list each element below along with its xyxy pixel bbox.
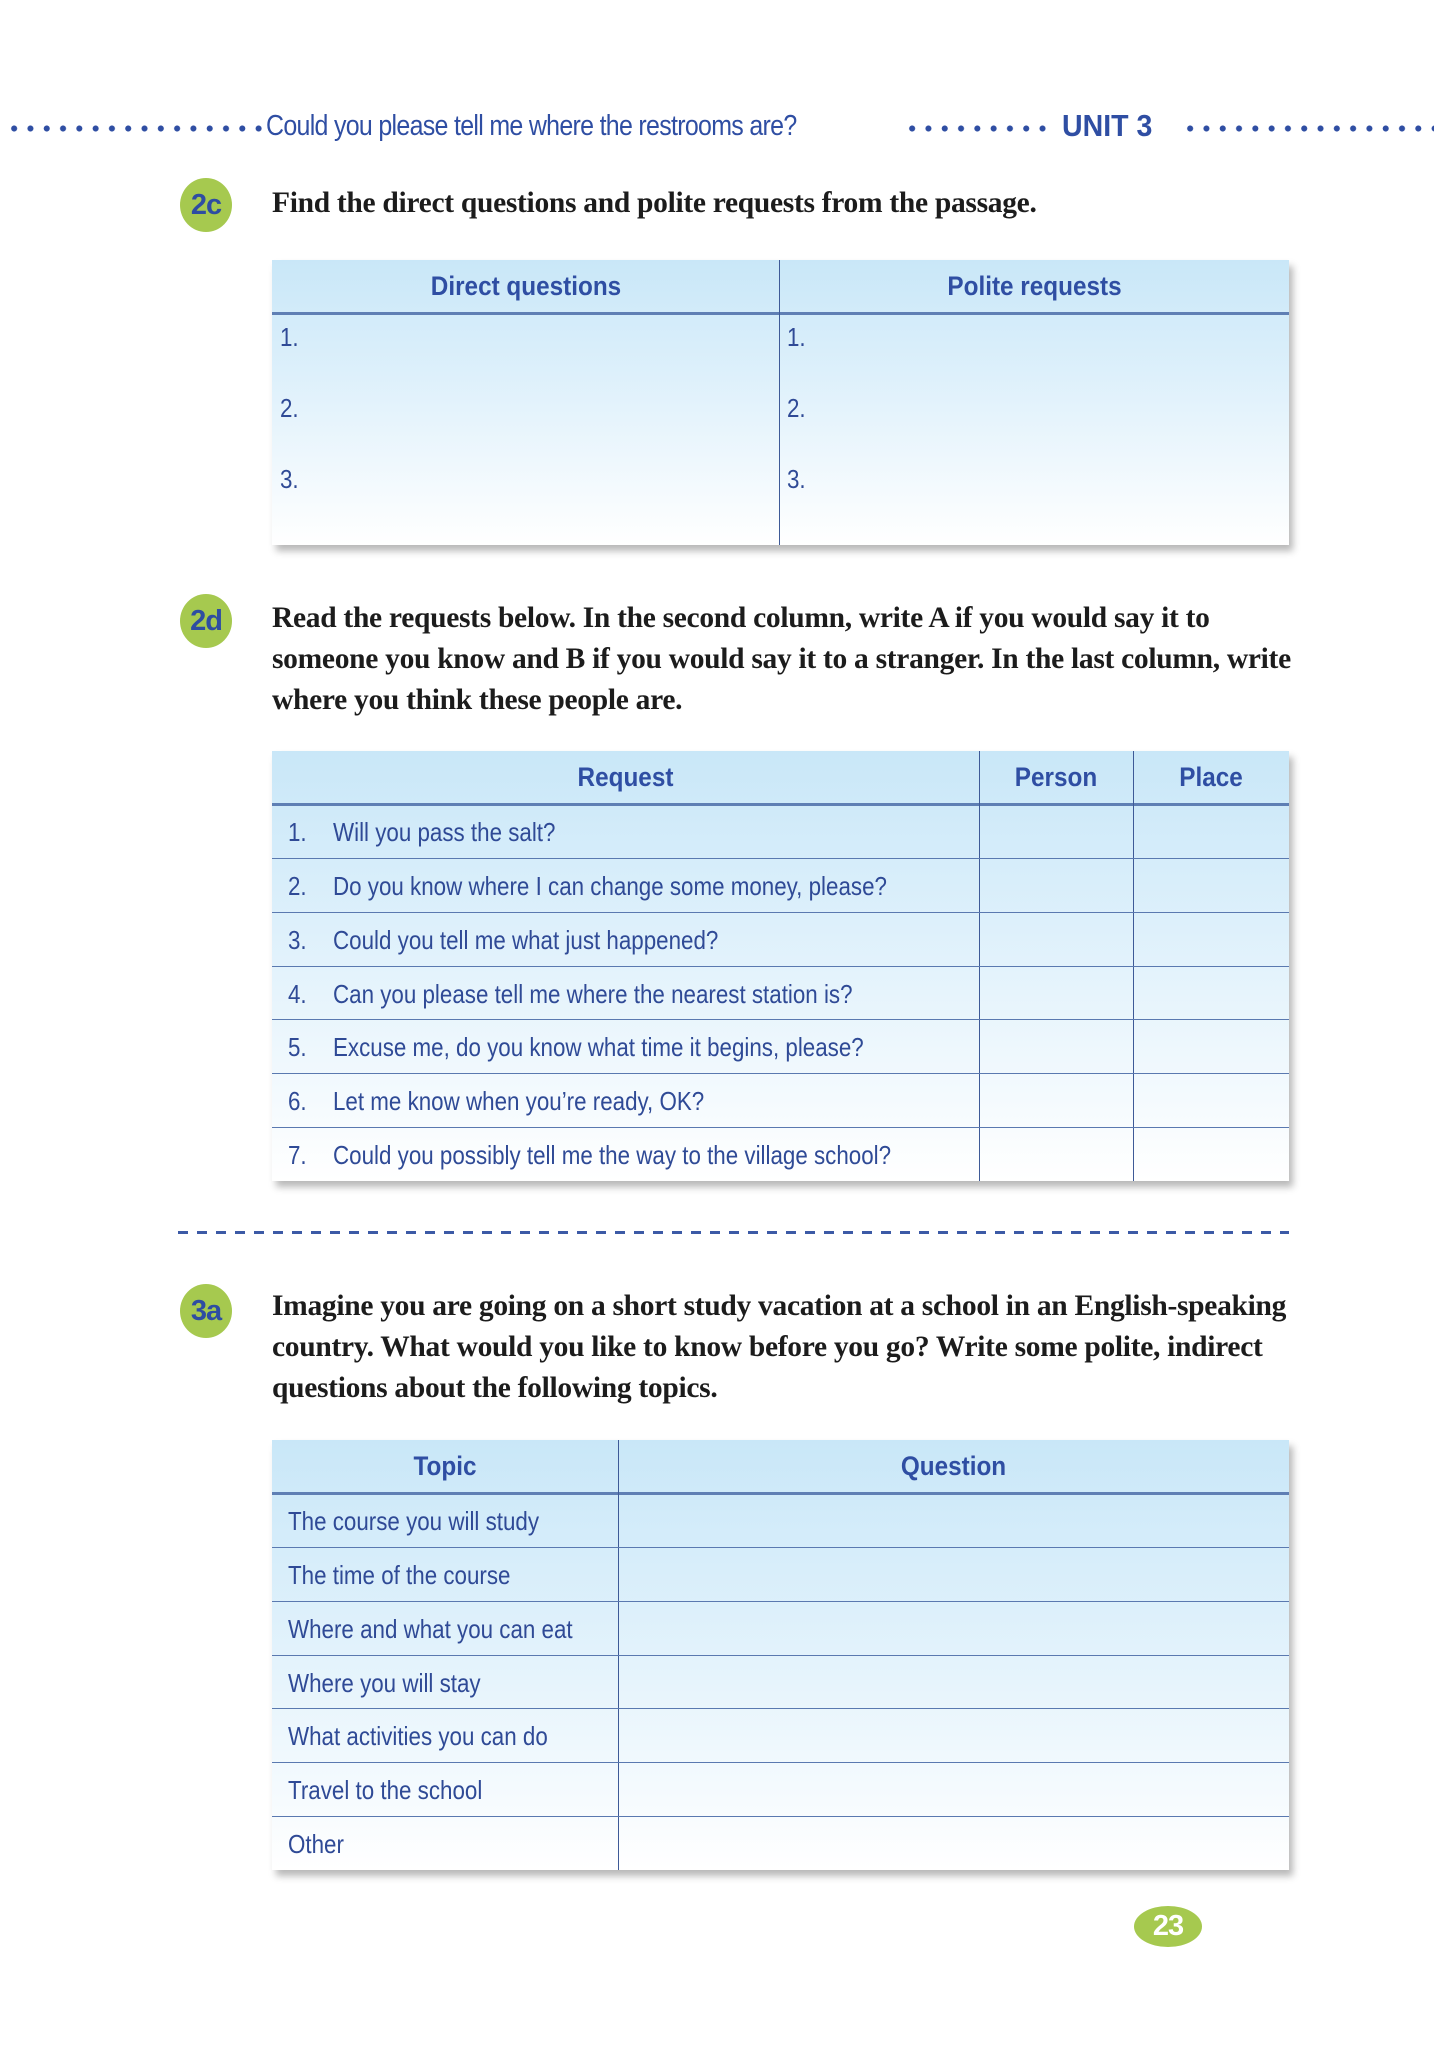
row-divider [272,1655,1289,1656]
question-answer-6[interactable] [622,1766,1286,1814]
row-number: 2. [280,393,299,423]
polite-request-answer-1[interactable] [820,316,1280,376]
place-answer-2[interactable] [1136,862,1286,910]
person-answer-4[interactable] [982,970,1130,1018]
person-answer-1[interactable] [982,809,1130,857]
row-number: 7. [288,1140,307,1170]
topic-text: The time of the course [288,1560,511,1590]
row-number: 1. [280,322,299,352]
row-number: 3. [787,464,806,494]
polite-request-answer-3[interactable] [820,458,1280,518]
row-number: 1. [787,322,806,352]
request-text: Could you tell me what just happened? [333,925,719,955]
request-text: Let me know when you’re ready, OK? [333,1086,705,1116]
instruction-2d: Read the requests below. In the second column, write A if you would say it to someone you know and B if you would say it to a stranger. In the last column, write where you think these people are. [272,602,1291,716]
table-3a [272,1440,1289,1870]
place-answer-3[interactable] [1136,916,1286,964]
page-number: 23 [1152,1910,1184,1942]
topic-text: The course you will study [288,1506,540,1536]
header-dots-left [6,125,266,132]
row-divider [272,1601,1289,1602]
header-dots-middle [904,125,1051,132]
exercise-number: 2c [190,188,222,221]
row-divider [272,858,1289,859]
exercise-badge-2c [180,178,232,232]
place-answer-5[interactable] [1136,1023,1286,1071]
direct-question-answer-2[interactable] [312,387,772,447]
section-divider [178,1231,1289,1234]
column-header-direct-questions: Direct questions [430,270,622,301]
person-answer-5[interactable] [982,1023,1130,1071]
instruction-2c: Find the direct questions and polite requests from the passage. [272,187,1037,219]
row-divider [272,1547,1289,1548]
person-answer-6[interactable] [982,1077,1130,1125]
header-dots-right [1182,125,1434,132]
exercise-number: 3a [190,1294,222,1327]
request-text: Excuse me, do you know what time it begins, please? [333,1032,864,1062]
page-number-badge [1134,1906,1202,1947]
row-number: 3. [280,464,299,494]
topic-text: Where you will stay [288,1668,481,1698]
question-answer-2[interactable] [622,1551,1286,1599]
column-header-polite-requests: Polite requests [947,270,1122,301]
place-answer-6[interactable] [1136,1077,1286,1125]
row-divider [272,966,1289,967]
request-text: Can you please tell me where the nearest station is? [333,979,853,1009]
row-number: 2. [787,393,806,423]
exercise-badge-3a [180,1284,232,1338]
row-number: 1. [288,817,307,847]
exercise-number: 2d [190,604,222,637]
question-answer-3[interactable] [622,1605,1286,1653]
row-divider [272,1762,1289,1763]
question-answer-1[interactable] [622,1498,1286,1546]
person-answer-2[interactable] [982,862,1130,910]
topic-text: Where and what you can eat [288,1614,573,1644]
running-title: Could you please tell me where the restrooms are? [266,110,797,142]
column-header-topic: Topic [413,1450,477,1481]
unit-label: UNIT 3 [1062,108,1153,143]
exercise-badge-2d [180,594,232,648]
request-text: Could you possibly tell me the way to the village school? [333,1140,892,1170]
table-2c [272,260,1289,545]
polite-request-answer-2[interactable] [820,387,1280,447]
topic-text: Travel to the school [288,1775,483,1805]
request-text: Do you know where I can change some money, please? [333,871,887,901]
column-header-question: Question [900,1450,1007,1481]
topic-text: What activities you can do [288,1721,548,1751]
row-number: 5. [288,1032,307,1062]
row-divider [272,1019,1289,1020]
row-divider [272,912,1289,913]
person-answer-3[interactable] [982,916,1130,964]
column-header-place: Place [1179,761,1243,792]
table-2d [272,751,1289,1181]
question-answer-7[interactable] [622,1820,1286,1868]
row-divider [272,1127,1289,1128]
column-divider [779,260,780,545]
column-header-request: Request [577,761,674,792]
row-number: 3. [288,925,307,955]
topic-text: Other [288,1829,344,1859]
row-divider [272,1708,1289,1709]
row-divider [272,1816,1289,1817]
row-number: 2. [288,871,307,901]
question-answer-5[interactable] [622,1712,1286,1760]
row-number: 4. [288,979,307,1009]
direct-question-answer-3[interactable] [312,458,772,518]
row-number: 6. [288,1086,307,1116]
request-text: Will you pass the salt? [333,817,556,847]
place-answer-4[interactable] [1136,970,1286,1018]
instruction-3a: Imagine you are going on a short study vacation at a school in an English-speaking country. What would you like to know before you go? Write some polite, indirect questions about the following topics. [272,1290,1287,1404]
row-divider [272,1073,1289,1074]
person-answer-7[interactable] [982,1131,1130,1179]
column-header-person: Person [1014,761,1098,792]
place-answer-7[interactable] [1136,1131,1286,1179]
place-answer-1[interactable] [1136,809,1286,857]
direct-question-answer-1[interactable] [312,316,772,376]
question-answer-4[interactable] [622,1659,1286,1707]
